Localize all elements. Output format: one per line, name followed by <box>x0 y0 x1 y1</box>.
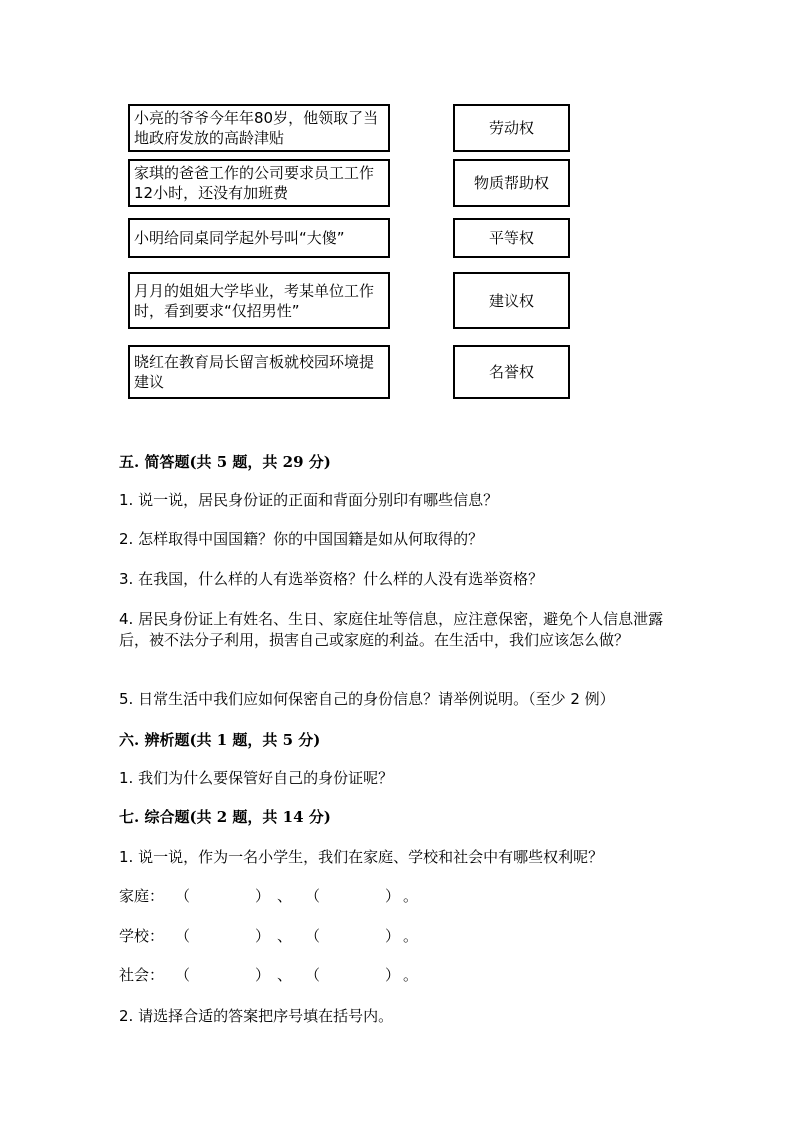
blank-close: ） <box>385 887 401 905</box>
match-right-4 <box>453 272 570 329</box>
separator: 、 <box>277 966 293 984</box>
fill-row-label: 家庭： <box>119 887 165 905</box>
match-right-2 <box>453 159 570 207</box>
section-5-question-3: 3. 在我国，什么样的人有选举资格？什么样的人没有选举资格？ <box>119 570 544 588</box>
section-5-question-5: 5. 日常生活中我们应如何保密自己的身份信息？请举例说明。（至少 2 例） <box>119 690 615 708</box>
fill-row-label: 社会： <box>119 966 165 984</box>
blank-close: ） <box>385 966 401 984</box>
fill-row-family <box>119 886 418 907</box>
blank-open: （ <box>175 927 191 945</box>
section-7-heading: 七. 综合题(共 2 题，共 14 分) <box>119 808 331 826</box>
blank-close: ） <box>255 966 271 984</box>
match-left-text: 家琪的爸爸工作的公司要求员工工作12小时，还没有加班费 <box>134 164 375 202</box>
section-6-question-1: 1. 我们为什么要保管好自己的身份证呢？ <box>119 769 394 787</box>
section-5-question-1: 1. 说一说，居民身份证的正面和背面分别印有哪些信息？ <box>119 491 499 509</box>
section-7-question-2: 2. 请选择合适的答案把序号填在括号内。 <box>119 1007 394 1025</box>
section-5-question-4: 4. 居民身份证上有姓名、生日、家庭住址等信息，应注意保密，避免个人信息泄露后，被不法分子利用，损害自己或家庭的利益。在生活中，我们应该怎么做？ <box>119 610 664 649</box>
section-6-heading: 六. 辨析题(共 1 题，共 5 分) <box>119 731 321 749</box>
match-right-text: 物质帮助权 <box>473 174 549 192</box>
blank-open: （ <box>305 966 321 984</box>
match-right-text: 建议权 <box>488 291 534 310</box>
section-7-question-1: 1. 说一说，作为一名小学生，我们在家庭、学校和社会中有哪些权利呢？ <box>119 848 604 866</box>
match-left-text: 小明给同桌同学起外号叫“大傻” <box>134 229 345 247</box>
blank-close: ） <box>385 927 401 945</box>
match-left-2 <box>128 159 390 207</box>
row-end: 。 <box>403 966 419 984</box>
match-left-1 <box>128 104 390 152</box>
row-end: 。 <box>403 887 419 905</box>
fill-row-label: 学校： <box>119 927 165 945</box>
blank-close: ） <box>255 887 271 905</box>
blank-open: （ <box>175 887 191 905</box>
match-right-text: 劳动权 <box>488 119 534 137</box>
match-right-text: 名誉权 <box>488 363 534 381</box>
match-left-text: 月月的姐姐大学毕业，考某单位工作时，看到要求“仅招男性” <box>134 281 375 320</box>
blank-open: （ <box>175 966 191 984</box>
match-left-text: 晓红在教育局长留言板就校园环境提建议 <box>134 353 375 391</box>
blank-open: （ <box>305 887 321 905</box>
section-5-heading: 五. 简答题(共 5 题，共 29 分) <box>119 453 331 471</box>
match-right-text: 平等权 <box>488 229 534 247</box>
match-left-5 <box>128 345 390 399</box>
blank-close: ） <box>255 927 271 945</box>
blank-open: （ <box>305 927 321 945</box>
match-right-3 <box>453 218 570 258</box>
fill-row-school <box>119 926 418 947</box>
match-right-1 <box>453 104 570 152</box>
match-left-text: 小亮的爷爷今年年80岁，他领取了当地政府发放的高龄津贴 <box>134 109 379 147</box>
separator: 、 <box>277 887 293 905</box>
row-end: 。 <box>403 927 419 945</box>
fill-row-society <box>119 965 418 986</box>
match-left-3 <box>128 218 390 258</box>
match-left-4 <box>128 272 390 329</box>
section-5-question-2: 2. 怎样取得中国国籍？你的中国国籍是如从何取得的？ <box>119 530 484 548</box>
match-right-5 <box>453 345 570 399</box>
separator: 、 <box>277 927 293 945</box>
